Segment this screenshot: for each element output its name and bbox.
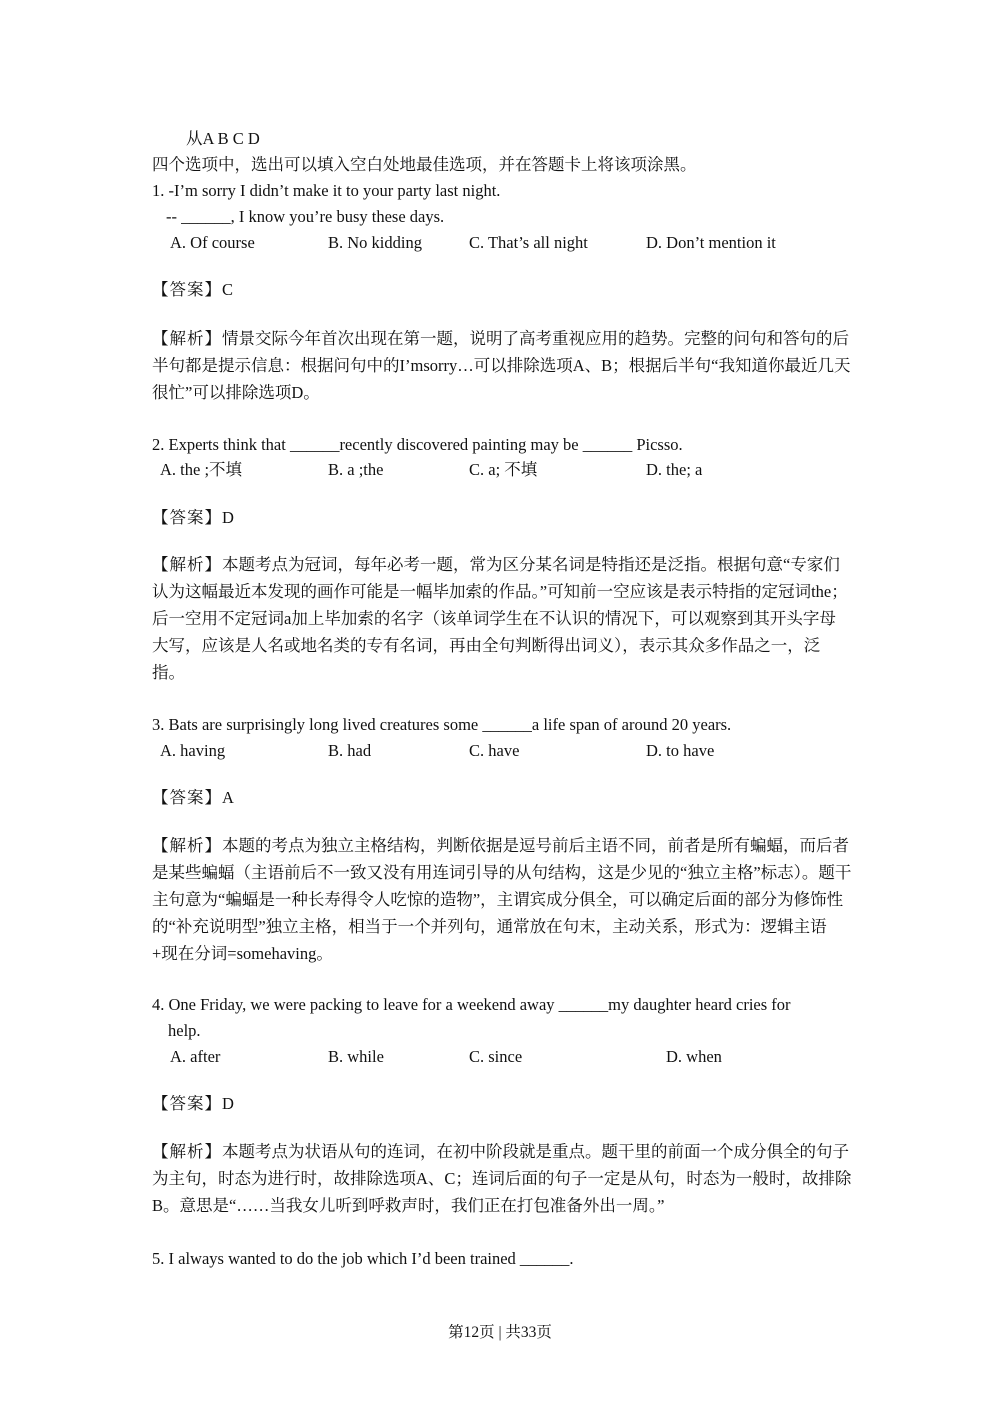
answer-label: 【答案】 <box>152 1094 222 1113</box>
answer-value: D <box>222 1094 234 1113</box>
question-4-stem-line-2: help. <box>168 1021 201 1040</box>
answer-label: 【答案】 <box>152 280 222 299</box>
analysis-text: 情景交际今年首次出现在第一题，说明了高考重视应用的趋势。完整的问句和答句的后半句都是提示信息：根据问句中的I’msorry…可以排除选项A、B；根据后半句“我知道你最近几天很忙”可以排除选项D。 <box>152 329 851 402</box>
question-5-stem: 5. I always wanted to do the job which I’d been trained ______. <box>152 1249 574 1268</box>
answer-label: 【答案】 <box>152 788 222 807</box>
option-d: D. Don’t mention it <box>646 233 776 252</box>
analysis-text: 本题考点为冠词，每年必考一题，常为区分某名词是特指还是泛指。根据句意“专家们认为这幅最近本发现的画作可能是一幅毕加索的作品。”可知前一空应该是表示特指的定冠词the；后一空用不定冠词a加上毕加索的名字（该单词学生在不认识的情况下，可以观察到其开头字母大写，应该是人名或地名类的专有名词，再由全句判断得出词义），表示其众多作品之一，泛指。 <box>152 555 848 682</box>
analysis-label: 【解析】 <box>152 1142 222 1161</box>
question-2-analysis <box>152 551 852 686</box>
option-b: B. while <box>328 1047 384 1066</box>
analysis-label: 【解析】 <box>152 329 222 348</box>
question-3-analysis <box>152 832 852 967</box>
question-1-stem: 1. -I’m sorry I didn’t make it to your party last night. <box>152 181 501 200</box>
question-4-answer <box>152 1091 234 1117</box>
option-a: A. having <box>160 741 226 760</box>
question-2-answer <box>152 505 234 531</box>
intro-line-2: 四个选项中，选出可以填入空白处地最佳选项，并在答题卡上将该项涂黑。 <box>152 155 697 174</box>
option-b: B. No kidding <box>328 233 422 252</box>
answer-label: 【答案】 <box>152 508 222 527</box>
option-a: A. after <box>170 1047 221 1066</box>
option-d: D. when <box>666 1047 722 1066</box>
question-1-answer <box>152 277 233 303</box>
answer-value: D <box>222 508 234 527</box>
analysis-text: 本题的考点为独立主格结构，判断依据是逗号前后主语不同，前者是所有蝙蝠，而后者是某些蝙蝠（主语前后不一致又没有用连词引导的从句结构，这是少见的“独立主格”标志）。题干主句意为“蝙蝠是一种长寿得令人吃惊的造物”，主谓宾成分俱全，可以确定后面的部分为修饰性的“补充说明型”独立主格，相当于一个并列句，通常放在句末，主动关系，形式为：逻辑主语+现在分词=somehaving。 <box>152 836 852 963</box>
option-a: A. the ;不填 <box>160 460 243 479</box>
option-d: D. the; a <box>646 460 703 479</box>
question-1-analysis <box>152 325 852 406</box>
page-number-footer: 第12页 | 共33页 <box>448 1324 552 1341</box>
option-c: C. a; 不填 <box>469 460 538 479</box>
option-c: C. since <box>469 1047 523 1066</box>
answer-value: C <box>222 280 234 299</box>
intro-line-1: 从A B C D <box>186 129 260 148</box>
question-4-stem: 4. One Friday, we were packing to leave for a weekend away ______my daughter heard cries for <box>152 995 791 1014</box>
analysis-label: 【解析】 <box>152 555 222 574</box>
question-1-stem-line-2: -- ______, I know you’re busy these days. <box>166 207 445 226</box>
option-d: D. to have <box>646 741 715 760</box>
option-b: B. had <box>328 741 372 760</box>
option-c: C. have <box>469 741 520 760</box>
option-a: A. Of course <box>170 233 255 252</box>
question-3-stem: 3. Bats are surprisingly long lived creatures some ______a life span of around 20 years. <box>152 715 732 734</box>
option-b: B. a ;the <box>328 460 384 479</box>
option-c: C. That’s all night <box>469 233 588 252</box>
answer-value: A <box>222 788 234 807</box>
analysis-text: 本题考点为状语从句的连词，在初中阶段就是重点。题干里的前面一个成分俱全的句子为主句，时态为进行时，故排除选项A、C；连词后面的句子一定是从句，时态为一般时，故排除B。意思是“……当我女儿听到呼救声时，我们正在打包准备外出一周。” <box>152 1142 852 1215</box>
question-2-stem: 2. Experts think that ______recently discovered painting may be ______ Picsso. <box>152 435 683 454</box>
analysis-label: 【解析】 <box>152 836 222 855</box>
question-4-analysis <box>152 1138 852 1219</box>
question-3-answer <box>152 785 234 811</box>
